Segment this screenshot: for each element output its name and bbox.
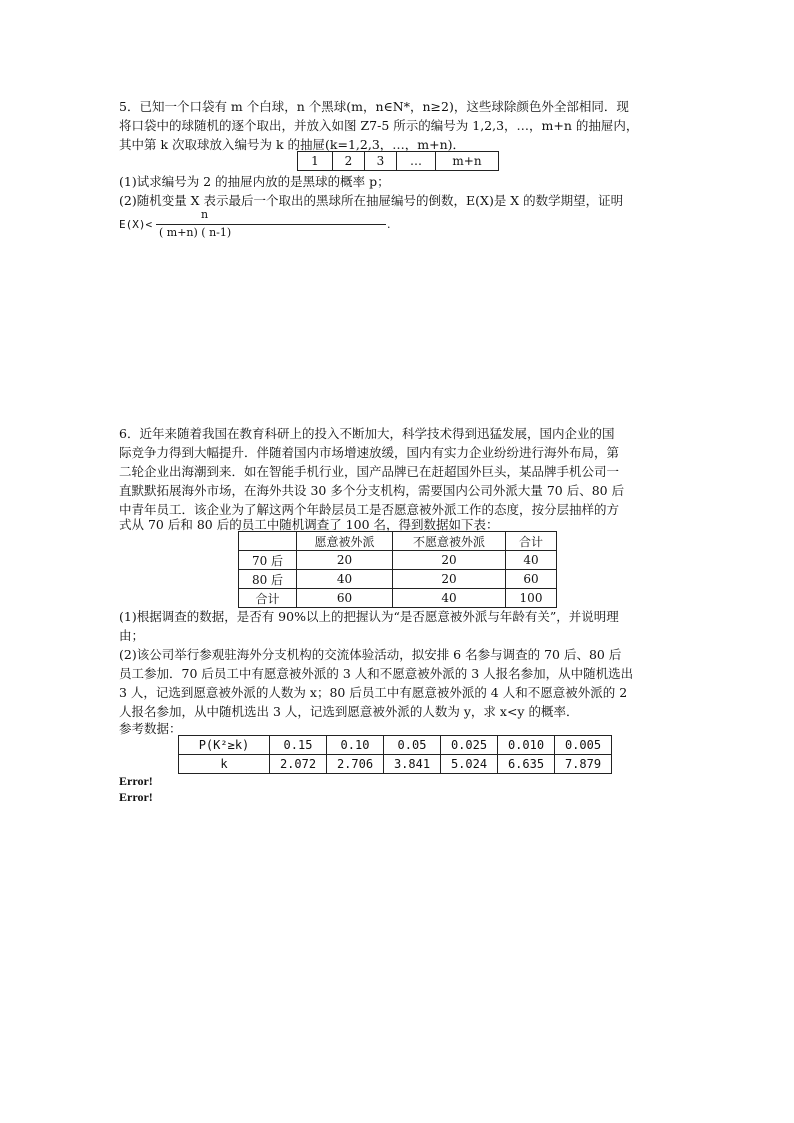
fraction-numerator: n <box>201 208 209 221</box>
table-cell: P(K²≥k) <box>179 736 270 755</box>
reference-data-label: 参考数据： <box>119 721 182 736</box>
q6-part2-line-2: 员工参加．70 后员工中有愿意被外派的 3 人和不愿意被外派的 3 人报名参加，从中随机选出 <box>119 666 634 681</box>
table-cell: 3.841 <box>384 755 441 774</box>
table-cell: 0.005 <box>555 736 612 755</box>
table-row <box>179 755 612 774</box>
table-row <box>239 570 557 589</box>
q6-line-5: 中青年员工．该企业为了解这两个年龄层员工是否愿意被外派工作的态度，按分层抽样的方 <box>119 502 620 517</box>
table-cell: 0.010 <box>498 736 555 755</box>
drawer-cell: 1 <box>298 152 333 171</box>
table-cell: 0.05 <box>384 736 441 755</box>
expectation-inequality <box>119 208 419 244</box>
table-cell: 合计 <box>239 589 297 608</box>
error-text: Error! <box>119 790 153 804</box>
ex-prefix: E(X)< <box>119 218 153 231</box>
table-cell: 7.879 <box>555 755 612 774</box>
q6-line-6: 式从 70 后和 80 后的员工中随机调查了 100 名，得到数据如下表： <box>119 517 499 532</box>
q5-line-2: 将口袋中的球随机的逐个取出，并放入如图 Z7-5 所示的编号为 1,2,3，…，m+n 的抽屉内， <box>119 118 639 133</box>
table-cell: 80 后 <box>239 570 297 589</box>
table-cell: 2.706 <box>327 755 384 774</box>
table-cell: k <box>179 755 270 774</box>
table-row <box>179 736 612 755</box>
table-cell: 40 <box>297 570 393 589</box>
table-cell: 0.10 <box>327 736 384 755</box>
table-cell: 60 <box>506 570 557 589</box>
q6-part2-line-1: (2)该公司举行参观驻海外分支机构的交流体验活动，拟安排 6 名参与调查的 70 后、80 后 <box>119 647 622 662</box>
table-cell: 愿意被外派 <box>297 532 393 551</box>
fraction-denominator: ( m+n) ( n-1) <box>159 226 232 239</box>
table-cell: 70 后 <box>239 551 297 570</box>
table-cell: 100 <box>506 589 557 608</box>
table-row <box>239 532 557 551</box>
q6-line-4: 直默默拓展海外市场，在海外共设 30 多个分支机构，需要国内公司外派大量 70 后、80 后 <box>119 483 625 498</box>
drawer-cell: 3 <box>365 152 397 171</box>
table-cell: 20 <box>393 551 506 570</box>
q6-part1-line-1: (1)根据调查的数据，是否有 90%以上的把握认为“是否愿意被外派与年龄有关”，并说明理 <box>119 609 619 624</box>
table-cell: 20 <box>297 551 393 570</box>
table-cell: 20 <box>393 570 506 589</box>
table-cell: 40 <box>393 589 506 608</box>
table-cell: 合计 <box>506 532 557 551</box>
table-row <box>239 551 557 570</box>
q6-part1-line-2: 由； <box>119 628 145 643</box>
table-cell: 0.025 <box>441 736 498 755</box>
drawer-cell: m+n <box>436 152 499 171</box>
table-cell: 60 <box>297 589 393 608</box>
error-text: Error! <box>119 774 153 788</box>
drawer-cell: 2 <box>333 152 365 171</box>
q5-part-2: (2)随机变量 X 表示最后一个取出的黑球所在抽屉编号的倒数，E(X)是 X 的数学期望，证明 <box>119 193 624 208</box>
table-cell <box>239 532 297 551</box>
table-cell: 40 <box>506 551 557 570</box>
drawer-cell: … <box>397 152 436 171</box>
table-row <box>239 589 557 608</box>
table-cell: 6.635 <box>498 755 555 774</box>
table-cell: 2.072 <box>270 755 327 774</box>
ex-suffix: . <box>387 218 391 231</box>
q6-line-2: 际竞争力得到大幅提升．伴随着国内市场增速放缓，国内有实力企业纷纷进行海外布局，第 <box>119 445 620 460</box>
reference-table <box>178 735 612 774</box>
table-cell: 不愿意被外派 <box>393 532 506 551</box>
q6-line-1: 6．近年来随着我国在教育科研上的投入不断加大，科学技术得到迅猛发展，国内企业的国 <box>119 426 615 441</box>
table-cell: 5.024 <box>441 755 498 774</box>
q6-part2-line-3: 3 人，记选到愿意被外派的人数为 x；80 后员工中有愿意被外派的 4 人和不愿意被外派的 2 <box>119 685 628 700</box>
q5-line-1: 5．已知一个口袋有 m 个白球，n 个黑球(m，n∈N*，n≥2)，这些球除颜色外全部相同．现 <box>119 99 629 114</box>
drawer-table <box>297 151 499 171</box>
table-cell: 0.15 <box>270 736 327 755</box>
survey-table <box>238 531 557 608</box>
q6-line-3: 二轮企业出海潮到来．如在智能手机行业，国产品牌已在赶超国外巨头，某品牌手机公司一 <box>119 464 620 479</box>
q6-part2-line-4: 人报名参加，从中随机选出 3 人，记选到愿意被外派的人数为 y，求 x<y 的概率． <box>119 704 579 719</box>
fraction-bar <box>156 224 386 225</box>
q5-part-1: (1)试求编号为 2 的抽屉内放的是黑球的概率 p； <box>119 174 390 189</box>
q5-line-3: 其中第 k 次取球放入编号为 k 的抽屉(k=1,2,3，…，m+n)． <box>119 137 466 152</box>
